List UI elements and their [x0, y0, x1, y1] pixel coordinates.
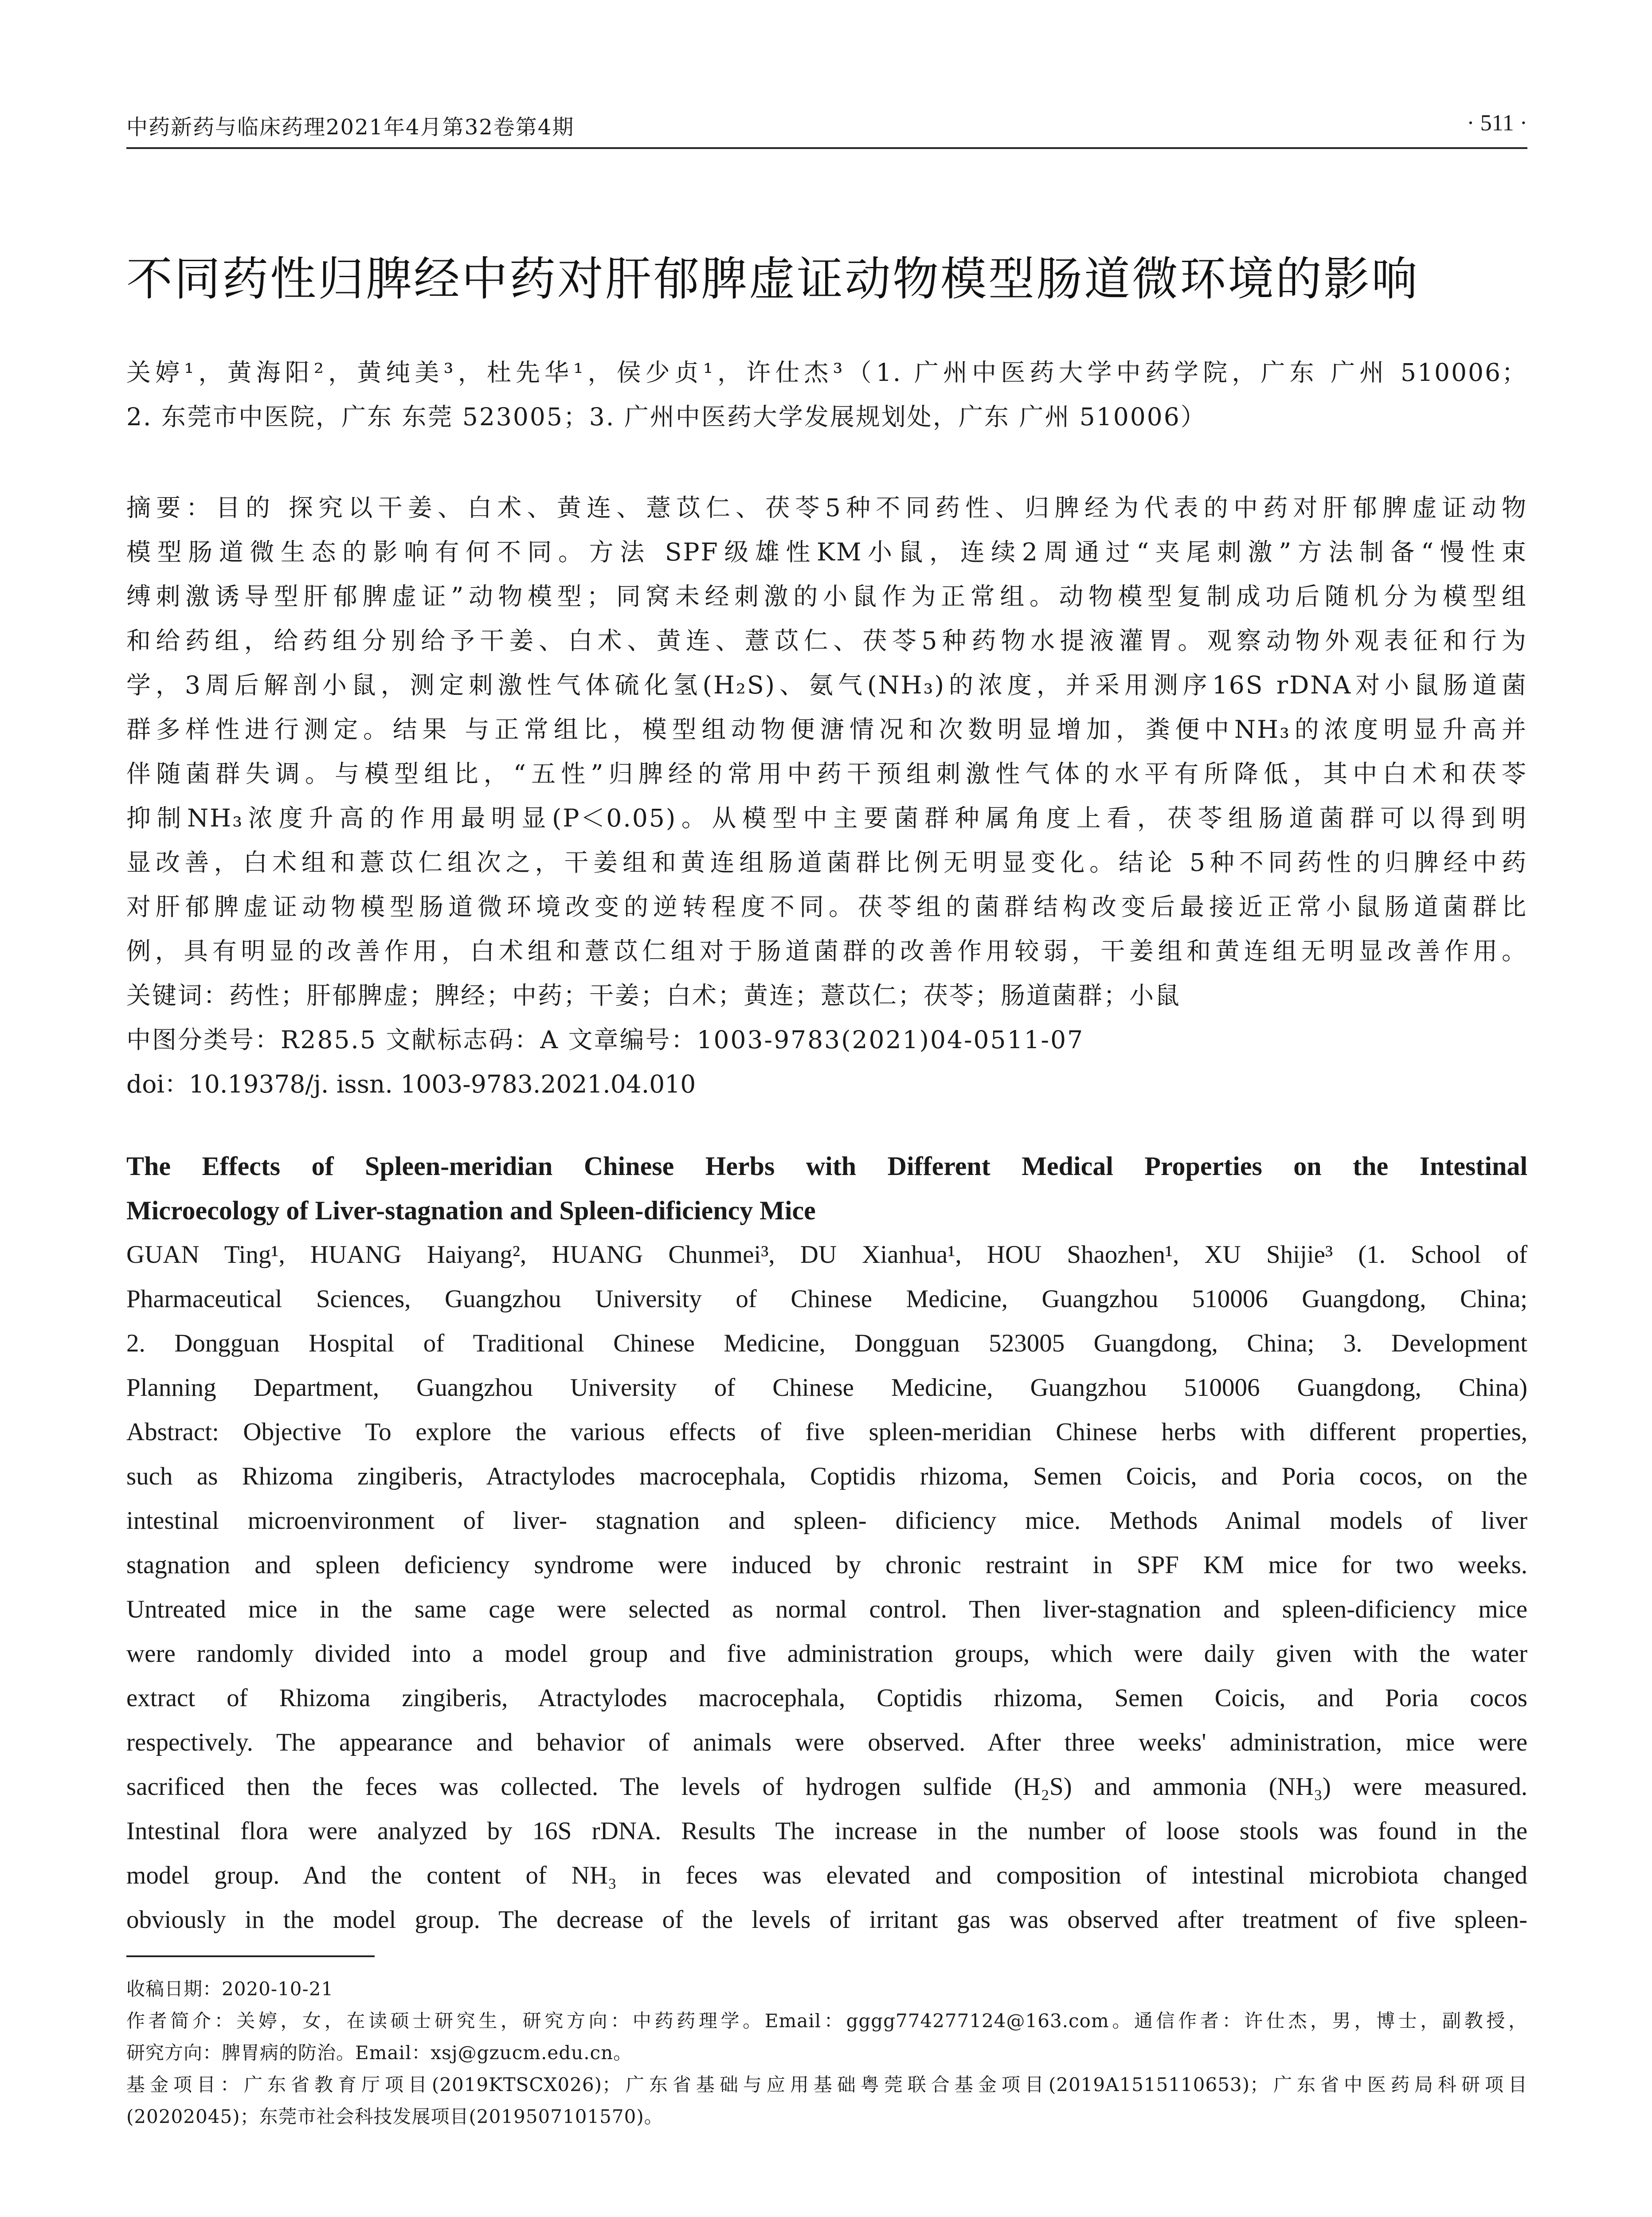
- doi-line: doi：10.19378/j. issn. 1003-9783.2021.04.010: [126, 1070, 696, 1098]
- abstract-cn-line: 例，具有明显的改善作用，白术组和薏苡仁组对于肠道菌群的改善作用较弱，干姜组和黄连组无明显改善作用。: [126, 937, 1527, 965]
- abstract-en-line: extract of Rhizoma zingiberis, Atractylodes macrocephala, Coptidis rhizoma, Semen Coicis, and Poria cocos: [126, 1684, 1527, 1712]
- author-bio-line: 作者简介：关婷，女，在读硕士研究生，研究方向：中药药理学。Email：gggg774277124@163.com。通信作者：许仕杰，男，博士，副教授，: [126, 2010, 1527, 2032]
- abstract-en-line: Untreated mice in the same cage were selected as normal control. Then liver-stagnation and spleen-dificiency mice: [126, 1595, 1527, 1623]
- abstract-cn-line: 摘要：目的 探究以干姜、白术、黄连、薏苡仁、茯苓5种不同药性、归脾经为代表的中药对肝郁脾虚证动物: [126, 494, 1527, 522]
- running-header: [126, 110, 1527, 145]
- abstract-cn-line: 对肝郁脾虚证动物模型肠道微环境改变的逆转程度不同。茯苓组的菌群结构改变后最接近正常小鼠肠道菌群比: [126, 893, 1527, 921]
- article-title-cn: 不同药性归脾经中药对肝郁脾虚证动物模型肠道微环境的影响: [126, 252, 1420, 306]
- abstract-en-line: intestinal microenvironment of liver- stagnation and spleen- dificiency mice. Methods Animal models of liver: [126, 1507, 1527, 1535]
- journal-name: 中药新药与临床药理2021年4月第32卷第4期: [126, 115, 575, 140]
- abstract-en-line: were randomly divided into a model group and five administration groups, which were daily given with the water: [126, 1640, 1527, 1668]
- abstract-cn-line: 抑制NH₃浓度升高的作用最明显(P＜0.05)。从模型中主要菌群种属角度上看，茯苓组肠道菌群可以得到明: [126, 804, 1527, 832]
- footnotes: [126, 1973, 1527, 2133]
- title-en-line: Microecology of Liver-stagnation and Spleen-dificiency Mice: [126, 1196, 816, 1225]
- received-date: 收稿日期：2020-10-21: [126, 1978, 334, 2000]
- author-bio-line: 研究方向：脾胃病的防治。Email：xsj@gzucm.edu.cn。: [126, 2042, 633, 2064]
- abstract-cn-line: 伴随菌群失调。与模型组比，“五性”归脾经的常用中药干预组刺激性气体的水平有所降低，其中白术和茯苓: [126, 760, 1527, 788]
- keywords-cn: 关键词：药性；肝郁脾虚；脾经；中药；干姜；白术；黄连；薏苡仁；茯苓；肠道菌群；小鼠: [126, 981, 1181, 1010]
- abstract-en-line: respectively. The appearance and behavior of animals were observed. After three weeks' administration, mice were: [126, 1728, 1527, 1756]
- header-rule: [126, 147, 1527, 149]
- authors-en-line: Pharmaceutical Sciences, Guangzhou University of Chinese Medicine, Guangzhou 510006 Guangdong, China;: [126, 1285, 1527, 1313]
- abstract-en: [126, 1410, 1527, 1942]
- footnote-rule: [126, 1955, 375, 1957]
- abstract-en-line: Intestinal flora were analyzed by 16S rDNA. Results The increase in the number of loose stools was found in the: [126, 1817, 1527, 1845]
- funding-line: (20202045)；东莞市社会科技发展项目(2019507101570)。: [126, 2106, 663, 2127]
- abstract-en-line: obviously in the model group. The decrease of the levels of irritant gas was observed after treatment of five spleen-: [126, 1906, 1527, 1934]
- authors-affiliations-en: [126, 1233, 1527, 1410]
- authors-cn-line: 2. 东莞市中医院，广东 东莞 523005；3. 广州中医药大学发展规划处，广东 广州 510006）: [126, 403, 1206, 431]
- abstract-en-line: sacrificed then the feces was collected. The levels of hydrogen sulfide (H₂S) and ammonia (NH₃) were measured.: [126, 1773, 1527, 1801]
- abstract-cn-line: 群多样性进行测定。结果 与正常组比，模型组动物便溏情况和次数明显增加，粪便中NH₃的浓度明显升高并: [126, 715, 1527, 744]
- article-meta-cn: [126, 973, 1527, 1106]
- abstract-en-line: Abstract: Objective To explore the various effects of five spleen-meridian Chinese herbs with different properties,: [126, 1418, 1527, 1446]
- authors-affiliations-cn: [126, 350, 1527, 439]
- article-title-en: [126, 1144, 1527, 1233]
- abstract-en-line: model group. And the content of NH₃ in feces was elevated and composition of intestinal microbiota changed: [126, 1861, 1527, 1889]
- abstract-cn-line: 模型肠道微生态的影响有何不同。方法 SPF级雄性KM小鼠，连续2周通过“夹尾刺激”方法制备“慢性束: [126, 538, 1527, 566]
- classification-line: 中图分类号：R285.5 文献标志码：A 文章编号：1003-9783(2021)04-0511-07: [126, 1026, 1084, 1054]
- abstract-cn-line: 学，3周后解剖小鼠，测定刺激性气体硫化氢(H₂S)、氨气(NH₃)的浓度，并采用测序16S rDNA对小鼠肠道菌: [126, 671, 1527, 699]
- authors-en-line: GUAN Ting¹, HUANG Haiyang², HUANG Chunmei³, DU Xianhua¹, HOU Shaozhen¹, XU Shijie³ (1. School of: [126, 1241, 1527, 1269]
- abstract-en-line: such as Rhizoma zingiberis, Atractylodes macrocephala, Coptidis rhizoma, Semen Coicis, and Poria cocos, on the: [126, 1462, 1527, 1490]
- page-number: · 511 ·: [1467, 110, 1527, 136]
- authors-en-line: 2. Dongguan Hospital of Traditional Chinese Medicine, Dongguan 523005 Guangdong, China; 3. Development: [126, 1329, 1527, 1357]
- authors-en-line: Planning Department, Guangzhou University of Chinese Medicine, Guangzhou 510006 Guangdong, China): [126, 1374, 1527, 1402]
- title-en-line: The Effects of Spleen-meridian Chinese Herbs with Different Medical Properties on the Intestinal: [126, 1152, 1527, 1181]
- abstract-cn-line: 和给药组，给药组分别给予干姜、白术、黄连、薏苡仁、茯苓5种药物水提液灌胃。观察动物外观表征和行为: [126, 627, 1527, 655]
- abstract-cn: [126, 486, 1527, 973]
- authors-cn-line: 关婷¹，黄海阳²，黄纯美³，杜先华¹，侯少贞¹，许仕杰³（1. 广州中医药大学中药学院，广东 广州 510006；: [126, 358, 1527, 387]
- abstract-cn-line: 显改善，白术组和薏苡仁组次之，干姜组和黄连组肠道菌群比例无明显变化。结论 5种不同药性的归脾经中药: [126, 848, 1527, 877]
- abstract-cn-line: 缚刺激诱导型肝郁脾虚证”动物模型；同窝未经刺激的小鼠作为正常组。动物模型复制成功后随机分为模型组: [126, 582, 1527, 611]
- funding-line: 基金项目：广东省教育厅项目(2019KTSCX026)；广东省基础与应用基础粤莞联合基金项目(2019A1515110653)；广东省中医药局科研项目: [126, 2074, 1527, 2096]
- abstract-en-line: stagnation and spleen deficiency syndrome were induced by chronic restraint in SPF KM mice for two weeks.: [126, 1551, 1527, 1579]
